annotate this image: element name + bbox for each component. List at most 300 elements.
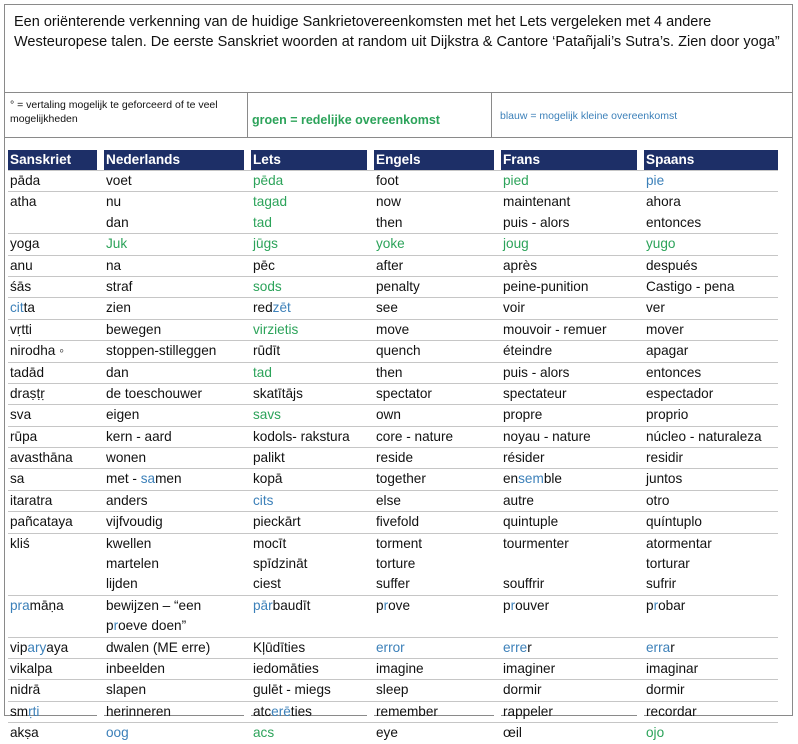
cell-frans — [501, 490, 637, 511]
word-segment: p — [106, 618, 114, 634]
word-segment: wonen — [106, 450, 147, 466]
word-segment: ary — [27, 639, 47, 655]
word-segment: vṛtti — [10, 321, 32, 337]
word-segment: atc — [253, 703, 272, 719]
cell-engels — [374, 658, 494, 679]
cell-lets — [251, 490, 367, 511]
word-segment: peine-punition — [503, 278, 589, 294]
cell-nederlands — [104, 701, 244, 722]
cell-lets — [251, 701, 367, 722]
word-segment: core - nature — [376, 428, 454, 444]
cell-nederlands — [104, 533, 244, 554]
word-segment: oog — [106, 725, 129, 741]
word-segment: atha — [10, 194, 37, 210]
word-segment: núcleo - naturaleza — [646, 428, 762, 444]
word-segment: imaginer — [503, 660, 556, 676]
word-segment: erra — [646, 639, 671, 655]
word-segment: oeve doen” — [118, 618, 187, 634]
cell-spaans — [644, 595, 778, 616]
cell-nederlands — [104, 637, 244, 658]
table-row — [8, 383, 778, 404]
word-segment: rūdīt — [253, 343, 281, 359]
cell-lets — [251, 171, 367, 192]
word-segment: vijfvoudig — [106, 514, 163, 530]
cell-lets — [251, 255, 367, 276]
word-segment: akṣa — [10, 725, 39, 741]
cell-sanskrit — [8, 595, 97, 616]
cell-lets — [251, 616, 367, 637]
word-segment: tad — [253, 214, 272, 230]
cell-lets — [251, 319, 367, 340]
word-segment: cits — [253, 492, 274, 508]
cell-sanskrit — [8, 680, 97, 701]
word-segment: joug — [503, 236, 529, 252]
word-segment: tagad — [253, 194, 288, 210]
word-segment: foot — [376, 173, 399, 188]
table-row — [8, 405, 778, 426]
word-segment: tad — [253, 364, 272, 380]
word-segment: vip — [10, 639, 28, 655]
table-row — [8, 512, 778, 533]
cell-frans — [501, 701, 637, 722]
word-segment: met - — [106, 471, 141, 487]
word-segment: anders — [106, 492, 148, 508]
word-segment: espectador — [646, 385, 714, 401]
cell-frans — [501, 213, 637, 234]
word-segment: palikt — [253, 450, 285, 466]
table-row — [8, 171, 778, 192]
cell-engels — [374, 255, 494, 276]
word-segment: en — [503, 471, 519, 487]
cell-nederlands — [104, 319, 244, 340]
cell-spaans — [644, 383, 778, 404]
cell-frans — [501, 341, 637, 362]
word-segment: nidrā — [10, 682, 41, 698]
cell-frans — [501, 426, 637, 447]
cell-sanskrit — [8, 512, 97, 533]
word-segment: then — [376, 214, 403, 230]
word-segment: kopā — [253, 471, 283, 487]
word-segment: sods — [253, 278, 282, 294]
word-segment: noyau - nature — [503, 428, 591, 444]
column-header-frans: Frans — [501, 150, 637, 171]
word-segment: Castigo - pena — [646, 278, 735, 294]
cell-lets — [251, 469, 367, 490]
word-segment: pañcataya — [10, 514, 73, 530]
cell-nederlands — [104, 616, 244, 637]
title-text: Een oriënterende verkenning van de huidige Sankrietovereenkomsten met het Lets vergeleken met 4 andere Westeuropese talen. De eerste Sanskriet woorden at random uit Dijkstra & Cantore ‘Patañjali’s Sutra’s. Zien door yoga” — [14, 14, 780, 50]
word-segment: ṛti — [28, 703, 40, 719]
word-segment: œil — [503, 725, 522, 741]
cell-spaans — [644, 234, 778, 255]
table-row — [8, 448, 778, 469]
word-segment: entonces — [646, 364, 702, 380]
cell-frans — [501, 658, 637, 679]
word-segment: dormir — [503, 682, 542, 698]
word-segment: sleep — [376, 682, 409, 698]
cell-nederlands — [104, 595, 244, 616]
word-segment: r — [510, 597, 516, 613]
legend-blue-text: blauw = mogelijk kleine overeenkomst — [500, 110, 678, 122]
cell-frans — [501, 595, 637, 616]
word-segment: na — [106, 257, 122, 273]
table-row — [8, 319, 778, 340]
word-segment: then — [376, 364, 403, 380]
legend-green-text: groen = redelijke overeenkomst — [252, 113, 440, 127]
word-segment: bewegen — [106, 321, 162, 337]
word-segment: recordar — [646, 703, 697, 719]
table-body — [8, 171, 778, 744]
cell-sanskrit — [8, 383, 97, 404]
cell-nederlands — [104, 234, 244, 255]
table-row — [8, 723, 778, 744]
cell-frans — [501, 234, 637, 255]
cell-frans — [501, 616, 637, 637]
table-row — [8, 490, 778, 511]
cell-engels — [374, 448, 494, 469]
table-row — [8, 192, 778, 213]
word-segment: eye — [376, 725, 398, 741]
word-segment: sufrir — [646, 576, 677, 592]
word-segment: savs — [253, 407, 281, 423]
word-segment: r — [383, 597, 389, 613]
cell-frans — [501, 276, 637, 297]
cell-engels — [374, 213, 494, 234]
legend-blue — [492, 93, 793, 138]
cell-engels — [374, 362, 494, 383]
cell-spaans — [644, 362, 778, 383]
word-segment: ove — [388, 597, 411, 613]
cell-nederlands — [104, 192, 244, 213]
word-segment: ouver — [515, 597, 550, 613]
word-segment: después — [646, 257, 698, 273]
word-segment: kwellen — [106, 535, 152, 551]
cell-sanskrit — [8, 448, 97, 469]
column-header-spaans: Spaans — [644, 150, 778, 171]
word-segment: lijden — [106, 576, 138, 592]
word-segment: tadād — [10, 364, 45, 380]
cell-nederlands — [104, 405, 244, 426]
word-segment: mouvoir - remuer — [503, 321, 607, 337]
word-segment: quintuple — [503, 514, 559, 530]
word-segment: virzietis — [253, 321, 299, 337]
word-segment: spīdzināt — [253, 556, 308, 572]
cell-sanskrit — [8, 298, 97, 319]
word-segment: erē — [271, 703, 291, 719]
cell-sanskrit — [8, 362, 97, 383]
legend-note — [4, 93, 248, 138]
word-segment: sem — [518, 471, 544, 487]
word-segment: penalty — [376, 278, 420, 294]
cell-frans — [501, 298, 637, 319]
cell-lets — [251, 448, 367, 469]
word-segment: śās — [10, 278, 32, 294]
cell-frans — [501, 255, 637, 276]
cell-engels — [374, 234, 494, 255]
cell-engels — [374, 680, 494, 701]
cell-sanskrit — [8, 192, 97, 213]
cell-lets — [251, 213, 367, 234]
word-segment: r — [527, 639, 532, 655]
word-segment: herinneren — [106, 703, 171, 719]
word-segment: māṇa — [29, 597, 64, 613]
word-segment: imagine — [376, 660, 424, 676]
cell-sanskrit — [8, 426, 97, 447]
table-row — [8, 255, 778, 276]
word-segment: ver — [646, 300, 665, 316]
cell-engels — [374, 298, 494, 319]
table-row — [8, 533, 778, 554]
cell-nederlands — [104, 554, 244, 574]
cell-lets — [251, 276, 367, 297]
word-segment: de toeschouwer — [106, 385, 202, 401]
word-segment: p — [503, 597, 511, 613]
cell-spaans — [644, 319, 778, 340]
cell-spaans — [644, 469, 778, 490]
word-segment: dormir — [646, 682, 685, 698]
cell-nederlands — [104, 680, 244, 701]
cell-engels — [374, 469, 494, 490]
cell-frans — [501, 448, 637, 469]
column-header-lets: Lets — [251, 150, 367, 171]
word-segment: avasthāna — [10, 450, 73, 466]
word-segment: puis - alors — [503, 364, 570, 380]
cell-spaans — [644, 213, 778, 234]
cell-lets — [251, 234, 367, 255]
word-segment: rappeler — [503, 703, 553, 719]
cell-engels — [374, 192, 494, 213]
cell-lets — [251, 533, 367, 554]
cell-nederlands — [104, 362, 244, 383]
word-segment: proprio — [646, 407, 689, 423]
word-segment: quíntuplo — [646, 514, 702, 530]
word-segment: obar — [658, 597, 686, 613]
cell-engels — [374, 341, 494, 362]
word-segment: propre — [503, 407, 543, 423]
cell-frans — [501, 192, 637, 213]
word-segment: pra — [10, 597, 30, 613]
table-row — [8, 658, 778, 679]
legend-note-text: ° = vertaling mogelijk te geforceerd of te veel mogelijkheden — [10, 99, 218, 125]
word-segment: fivefold — [376, 514, 420, 530]
word-segment: spectateur — [503, 385, 567, 401]
table-row — [8, 213, 778, 234]
word-segment: ciest — [253, 576, 281, 592]
word-segment: pie — [646, 173, 665, 188]
title-cell — [4, 4, 793, 93]
cell-nederlands — [104, 341, 244, 362]
cell-frans — [501, 680, 637, 701]
word-segment: ahora — [646, 194, 681, 210]
word-segment: apagar — [646, 343, 689, 359]
word-segment: yoke — [376, 236, 405, 252]
cell-engels — [374, 637, 494, 658]
cell-nederlands — [104, 276, 244, 297]
word-segment: pāda — [10, 173, 41, 188]
word-segment: vikalpa — [10, 660, 53, 676]
cell-frans — [501, 405, 637, 426]
cell-sanskrit — [8, 574, 97, 595]
cell-engels — [374, 512, 494, 533]
cell-nederlands — [104, 512, 244, 533]
cell-sanskrit — [8, 213, 97, 234]
word-segment: quench — [376, 343, 421, 359]
cell-lets — [251, 383, 367, 404]
column-header-sanskrit: Sanskriet — [8, 150, 97, 171]
word-segment: p — [376, 597, 384, 613]
word-segment: entonces — [646, 214, 702, 230]
cell-sanskrit — [8, 616, 97, 637]
word-comparison-table — [8, 150, 778, 744]
word-segment: atormentar — [646, 535, 712, 551]
word-segment: dan — [106, 214, 129, 230]
word-segment: see — [376, 300, 398, 316]
cell-engels — [374, 276, 494, 297]
cell-engels — [374, 616, 494, 637]
word-segment: bewijzen – “een — [106, 597, 202, 613]
table-row — [8, 595, 778, 616]
cell-nederlands — [104, 213, 244, 234]
word-segment: voir — [503, 300, 525, 316]
word-segment: now — [376, 194, 401, 210]
table-row — [8, 234, 778, 255]
table-row — [8, 276, 778, 297]
cell-nederlands — [104, 574, 244, 595]
word-segment: r — [653, 597, 659, 613]
word-segment: suffer — [376, 576, 410, 592]
word-segment: sva — [10, 407, 32, 423]
cell-engels — [374, 701, 494, 722]
cell-sanskrit — [8, 319, 97, 340]
word-segment: souffrir — [503, 576, 545, 592]
word-segment: ta — [23, 300, 35, 316]
word-segment: ties — [290, 703, 312, 719]
word-segment: error — [376, 639, 405, 655]
cell-frans — [501, 319, 637, 340]
word-segment: itaratra — [10, 492, 53, 508]
word-segment: éteindre — [503, 343, 553, 359]
word-segment: p — [646, 597, 654, 613]
legend-green — [248, 93, 492, 138]
word-segment: move — [376, 321, 410, 337]
cell-spaans — [644, 341, 778, 362]
word-segment: mocīt — [253, 535, 287, 551]
word-segment: Juk — [106, 236, 128, 252]
table-row — [8, 574, 778, 595]
cell-frans — [501, 574, 637, 595]
word-segment: acs — [253, 725, 275, 741]
word-segment: yoga — [10, 236, 40, 252]
word-segment: draṣṭṛ — [10, 385, 45, 401]
table-row — [8, 701, 778, 722]
cell-engels — [374, 574, 494, 595]
cell-frans — [501, 512, 637, 533]
cell-spaans — [644, 448, 778, 469]
word-segment: men — [155, 471, 182, 487]
word-segment: mover — [646, 321, 684, 337]
word-segment: slapen — [106, 682, 147, 698]
word-segment: gulēt - miegs — [253, 682, 331, 698]
header-row — [8, 150, 778, 171]
cell-engels — [374, 490, 494, 511]
cell-nederlands — [104, 448, 244, 469]
cell-nederlands — [104, 658, 244, 679]
word-segment: after — [376, 257, 404, 273]
word-segment: martelen — [106, 556, 159, 572]
word-segment: nirodha ◦ — [10, 343, 64, 359]
cell-spaans — [644, 255, 778, 276]
cell-lets — [251, 298, 367, 319]
cell-sanskrit — [8, 701, 97, 722]
word-segment: Kļūdīties — [253, 639, 306, 655]
word-segment: sm — [10, 703, 29, 719]
cell-spaans — [644, 723, 778, 744]
word-segment: sa — [10, 471, 25, 487]
word-segment: spectator — [376, 385, 432, 401]
word-segment: reside — [376, 450, 414, 466]
cell-spaans — [644, 680, 778, 701]
word-segment: torment — [376, 535, 423, 551]
cell-engels — [374, 319, 494, 340]
word-segment: torture — [376, 556, 416, 572]
word-segment: pēc — [253, 257, 275, 273]
cell-lets — [251, 362, 367, 383]
column-header-engels: Engels — [374, 150, 494, 171]
word-segment: maintenant — [503, 194, 571, 210]
word-segment: red — [253, 300, 273, 316]
word-segment: sa — [140, 471, 156, 487]
cell-sanskrit — [8, 490, 97, 511]
cell-spaans — [644, 701, 778, 722]
cell-nederlands — [104, 426, 244, 447]
cell-spaans — [644, 171, 778, 192]
cell-sanskrit — [8, 469, 97, 490]
word-segment: voet — [106, 173, 132, 188]
word-segment: jūgs — [253, 236, 278, 252]
word-segment: own — [376, 407, 401, 423]
cell-engels — [374, 426, 494, 447]
cell-spaans — [644, 616, 778, 637]
word-segment: pār — [253, 597, 273, 613]
cell-sanskrit — [8, 171, 97, 192]
cell-frans — [501, 171, 637, 192]
cell-spaans — [644, 533, 778, 554]
word-segment: eigen — [106, 407, 140, 423]
word-segment: nu — [106, 194, 122, 210]
word-segment: else — [376, 492, 401, 508]
word-segment: kern - aard — [106, 428, 172, 444]
word-segment: après — [503, 257, 538, 273]
cell-sanskrit — [8, 341, 97, 362]
table-row — [8, 637, 778, 658]
cell-lets — [251, 405, 367, 426]
cell-nederlands — [104, 723, 244, 744]
word-segment: tourmenter — [503, 535, 569, 551]
column-header-nederlands: Nederlands — [104, 150, 244, 171]
cell-sanskrit — [8, 405, 97, 426]
cell-frans — [501, 533, 637, 554]
word-segment: juntos — [646, 471, 683, 487]
word-segment: cit — [10, 300, 24, 316]
cell-nederlands — [104, 255, 244, 276]
table-row — [8, 426, 778, 447]
word-segment: dan — [106, 364, 129, 380]
cell-frans — [501, 723, 637, 744]
word-segment: autre — [503, 492, 534, 508]
table-row — [8, 616, 778, 637]
cell-lets — [251, 574, 367, 595]
cell-engels — [374, 723, 494, 744]
